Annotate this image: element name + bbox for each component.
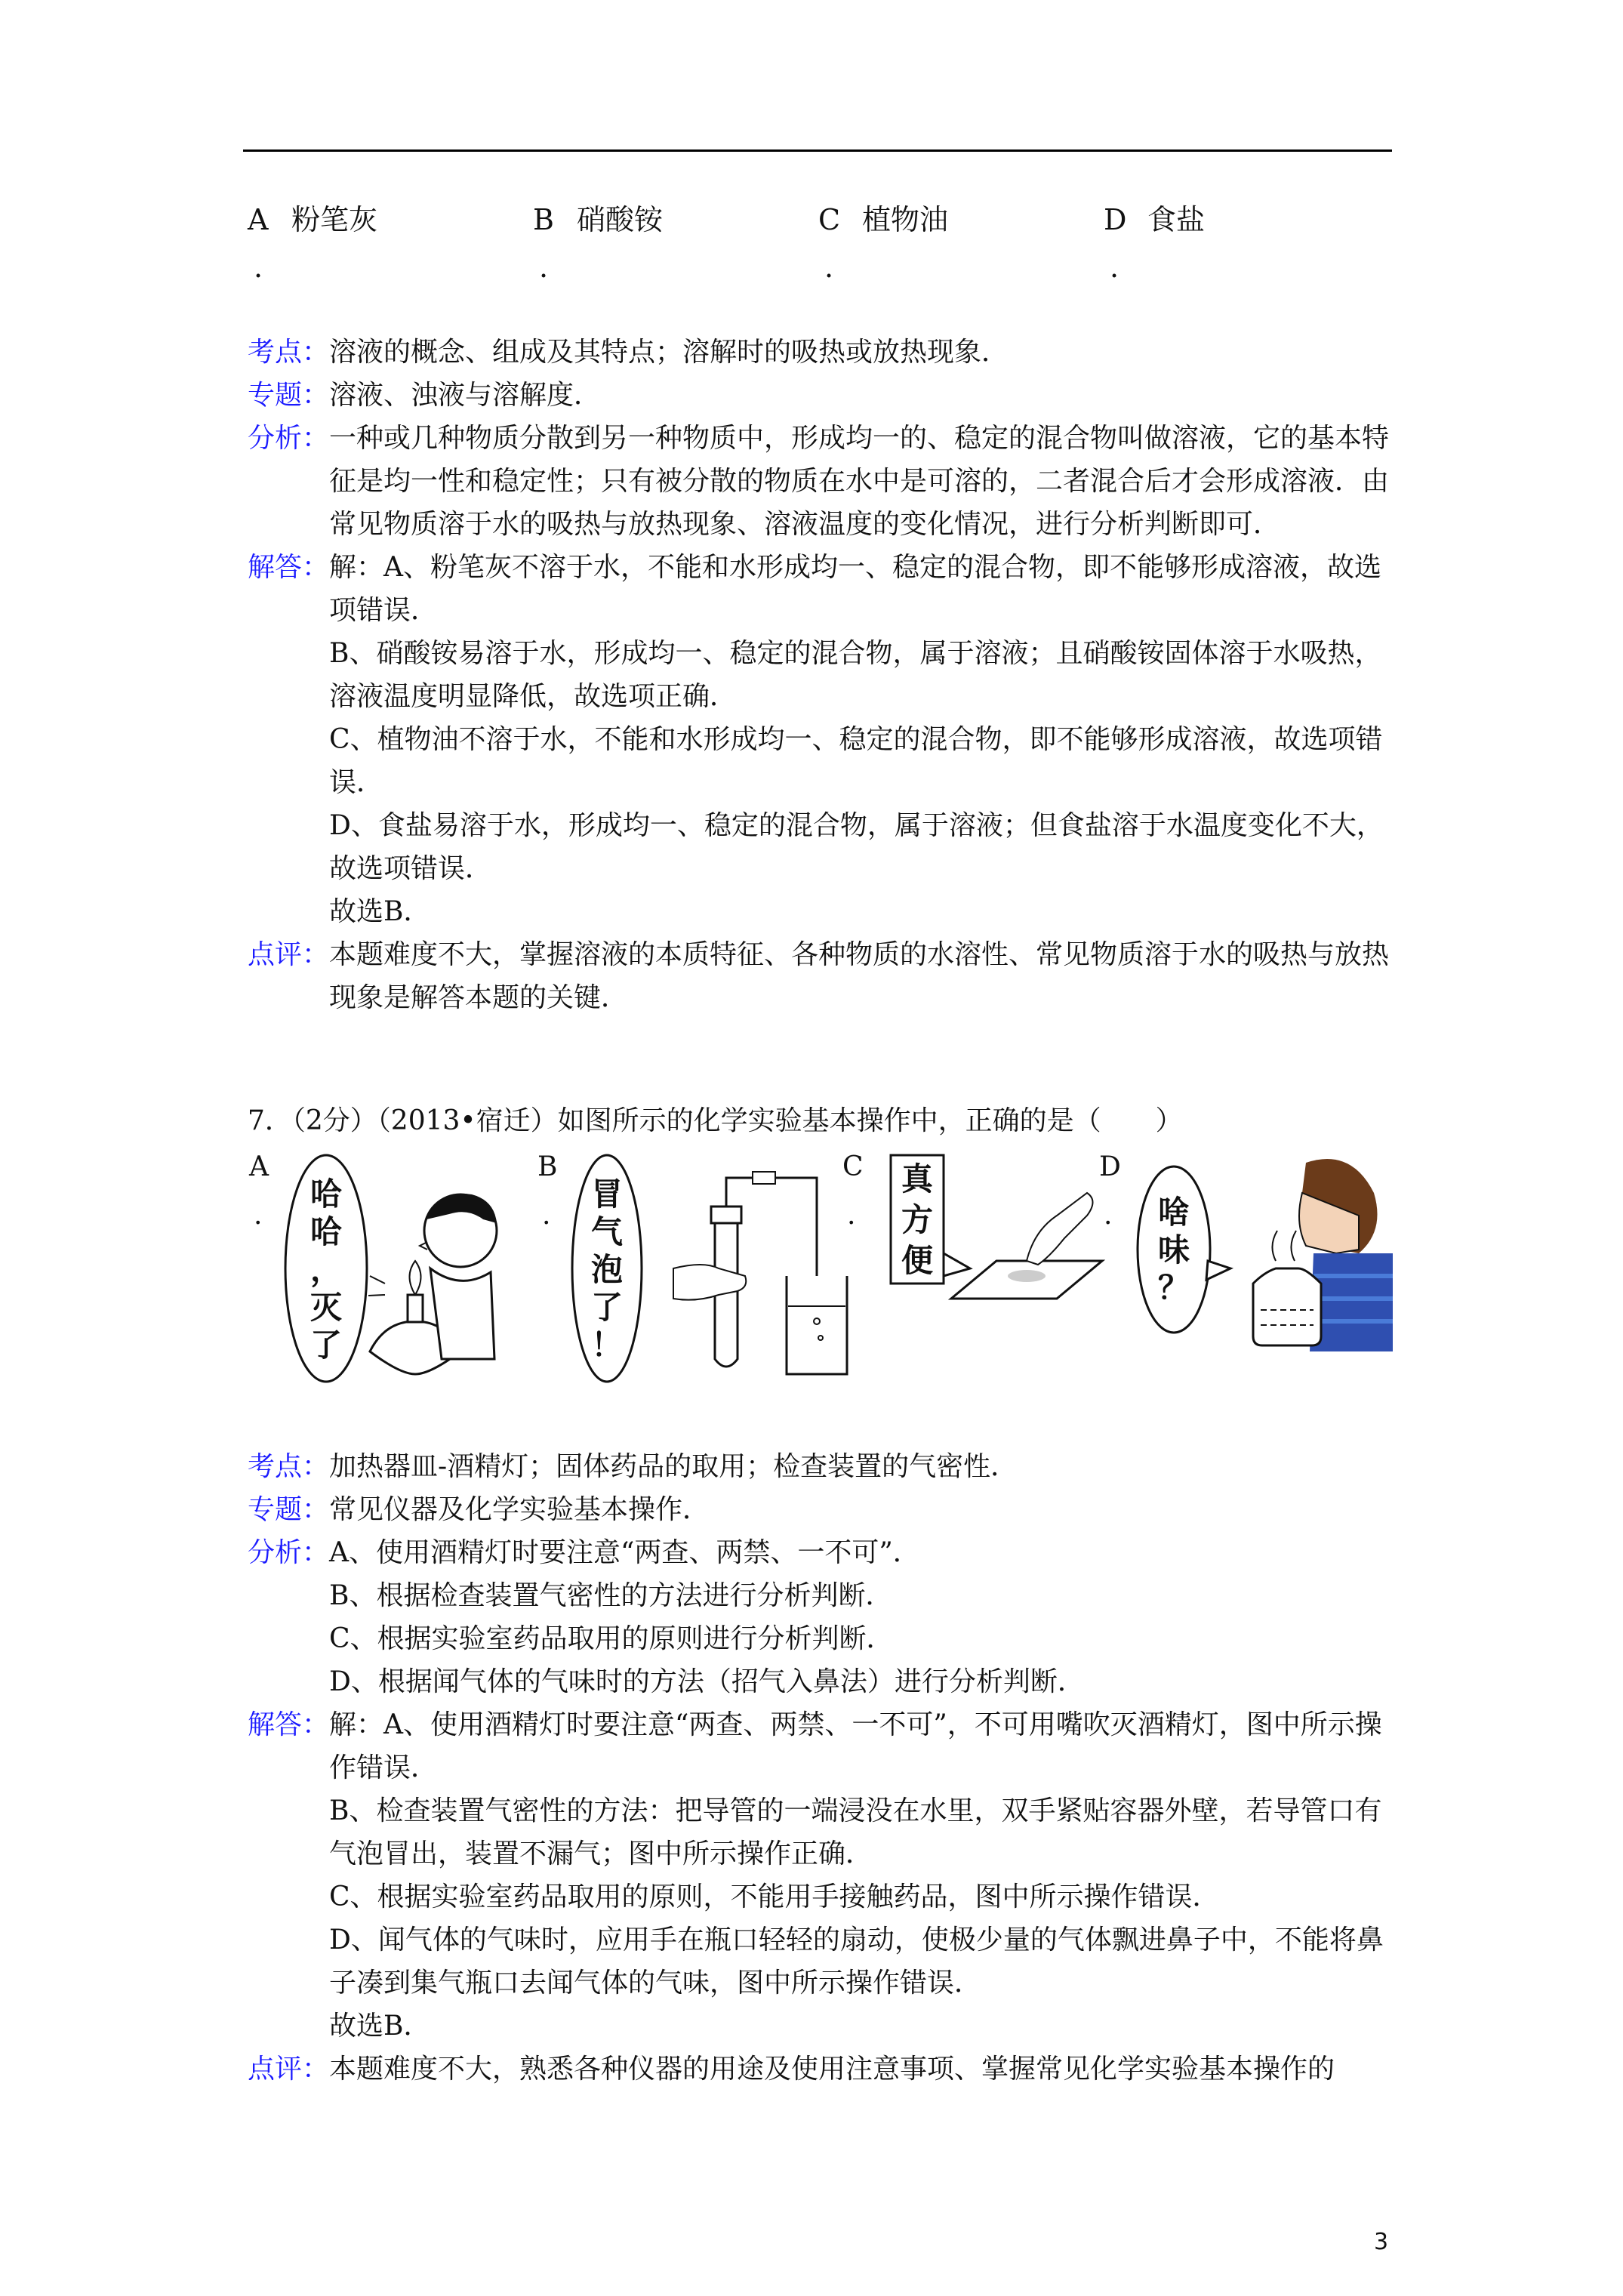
zhuanti-text: 溶液、浊液与溶解度．: [329, 380, 602, 411]
fenxi-row: [248, 417, 1403, 546]
jieda-line: 解：A、粉笔灰不溶于水，不能和水形成均一、稳定的混合物，即不能够形成溶液，故选项错误．: [329, 552, 1381, 626]
bubble-char: ！: [590, 1327, 624, 1364]
zhuanti-label: 专题：: [248, 380, 330, 411]
figure-letter-d: D: [1099, 1151, 1121, 1182]
bubble-char: 啥: [1157, 1194, 1190, 1231]
header-rule: [243, 149, 1392, 152]
bubble-char: 真: [901, 1160, 934, 1197]
bubble-char: 便: [901, 1242, 934, 1279]
option-dot: .: [847, 1200, 856, 1231]
bubble-char: ，: [310, 1251, 343, 1288]
page-number: 3: [1374, 2229, 1389, 2255]
figure-letter-b: B: [537, 1151, 558, 1182]
fenxi-line: B、根据检查装置气密性的方法进行分析判断．: [329, 1580, 893, 1611]
dianping-label: 点评：: [248, 2054, 330, 2085]
dianping-row: [248, 933, 1403, 1019]
jieda-label: 解答：: [248, 552, 330, 583]
option-dot: .: [1104, 1200, 1113, 1231]
fenxi-text: 一种或几种物质分散到另一种物质中，形成均一的、稳定的混合物叫做溶液，它的基本特征是均一性和稳定性；只有被分散的物质在水中是可溶的，二者混合后才会形成溶液．由常见物质溶于水的吸热与放热现象、溶液温度的变化情况，进行分析判断即可．: [329, 423, 1390, 540]
dianping-text: 本题难度不大，掌握溶液的本质特征、各种物质的水溶性、常见物质溶于水的吸热与放热现象是解答本题的关键．: [329, 939, 1390, 1013]
bubble-char: 泡: [590, 1251, 624, 1288]
bubble-char: 哈: [310, 1213, 343, 1250]
option-dot: .: [254, 1200, 263, 1231]
q6-option-d: D 食盐: [1104, 203, 1206, 236]
bubble-char: 气: [590, 1213, 624, 1250]
zhuanti-label: 专题：: [248, 1494, 330, 1525]
zhuanti-row: [248, 1488, 1403, 1531]
option-dot: .: [542, 1200, 551, 1231]
jieda-line: B、检查装置气密性的方法：把导管的一端浸没在水里，双手紧贴容器外壁，若导管口有气泡冒出，装置不漏气；图中所示操作正确．: [329, 1795, 1382, 1869]
fenxi-label: 分析：: [248, 423, 330, 454]
option-dot: .: [254, 251, 263, 284]
bubble-char: ？: [1157, 1269, 1190, 1306]
dianping-text: 本题难度不大，熟悉各种仪器的用途及使用注意事项、掌握常见化学实验基本操作的: [329, 2054, 1335, 2085]
figure-b-airtightness-check: [568, 1148, 855, 1389]
bubble-char: 灭: [310, 1289, 343, 1326]
figure-c-touching-chemical: [883, 1148, 1113, 1314]
fenxi-line: A、使用酒精灯时要注意“两查、两禁、一不可”．: [329, 1537, 920, 1568]
q7-solution: [248, 1445, 1403, 2091]
jieda-line: C、根据实验室药品取用的原则，不能用手接触药品，图中所示操作错误．: [329, 1881, 1220, 1912]
option-dot: .: [1110, 251, 1119, 284]
bubble-char: 哈: [310, 1176, 343, 1213]
fenxi-line: C、根据实验室药品取用的原则进行分析判断．: [329, 1623, 894, 1654]
figure-d-smelling-gas: [1132, 1148, 1393, 1351]
jieda-line: D、食盐易溶于水，形成均一、稳定的混合物，属于溶液；但食盐溶于水温度变化不大，故选项错误．: [329, 810, 1384, 884]
jieda-row: [248, 546, 1403, 933]
kaodian-label: 考点：: [248, 337, 330, 368]
option-dot: .: [539, 251, 549, 284]
bubble-char: 味: [1157, 1231, 1190, 1268]
kaodian-text: 加热器皿-酒精灯；固体药品的取用；检查装置的气密性．: [329, 1451, 1018, 1482]
option-dot: .: [824, 251, 834, 284]
kaodian-label: 考点：: [248, 1451, 330, 1482]
dianping-row: [248, 2048, 1403, 2091]
jieda-line: B、硝酸铵易溶于水，形成均一、稳定的混合物，属于溶液；且硝酸铵固体溶于水吸热，溶液温度明显降低，故选项正确．: [329, 638, 1382, 712]
zhuanti-text: 常见仪器及化学实验基本操作．: [329, 1494, 710, 1525]
q6-solution: [248, 331, 1403, 1019]
jieda-line: 解：A、使用酒精灯时要注意“两查、两禁、一不可”，不可用嘴吹灭酒精灯，图中所示操作错误．: [329, 1709, 1382, 1783]
jieda-line: D、闻气体的气味时，应用手在瓶口轻轻的扇动，使极少量的气体飘进鼻子中，不能将鼻子凑到集气瓶口去闻气体的气味，图中所示操作错误．: [329, 1925, 1384, 1999]
figure-letter-a: A: [249, 1151, 269, 1182]
zhuanti-row: [248, 374, 1403, 417]
kaodian-text: 溶液的概念、组成及其特点；溶解时的吸热或放热现象．: [329, 337, 1009, 368]
jieda-label: 解答：: [248, 1709, 330, 1740]
fenxi-row: [248, 1531, 1403, 1703]
question-7-stem: 7．（2分）（2013•宿迁）如图所示的化学实验基本操作中，正确的是（ ）: [248, 1105, 1183, 1136]
kaodian-row: [248, 1445, 1403, 1488]
bubble-char: 冒: [590, 1176, 624, 1213]
jieda-row: [248, 1703, 1403, 2048]
figure-a-blowing-lamp: [279, 1148, 498, 1389]
q6-option-a: A 粉笔灰: [248, 203, 378, 236]
jieda-line: C、植物油不溶于水，不能和水形成均一、稳定的混合物，即不能够形成溶液，故选项错误．: [329, 724, 1383, 798]
bubble-char: 方: [901, 1201, 934, 1238]
kaodian-row: [248, 331, 1403, 374]
fenxi-label: 分析：: [248, 1537, 330, 1568]
bubble-char: 了: [310, 1327, 343, 1364]
q6-option-b: B 硝酸铵: [533, 203, 664, 236]
bubble-char: 了: [590, 1289, 624, 1326]
jieda-line: 故选B．: [329, 896, 431, 927]
fenxi-line: D、根据闻气体的气味时的方法（招气入鼻法）进行分析判断．: [329, 1666, 1085, 1697]
figure-letter-c: C: [842, 1151, 864, 1182]
jieda-line: 故选B．: [329, 2011, 431, 2042]
dianping-label: 点评：: [248, 939, 330, 970]
q6-option-c: C 植物油: [818, 203, 949, 236]
